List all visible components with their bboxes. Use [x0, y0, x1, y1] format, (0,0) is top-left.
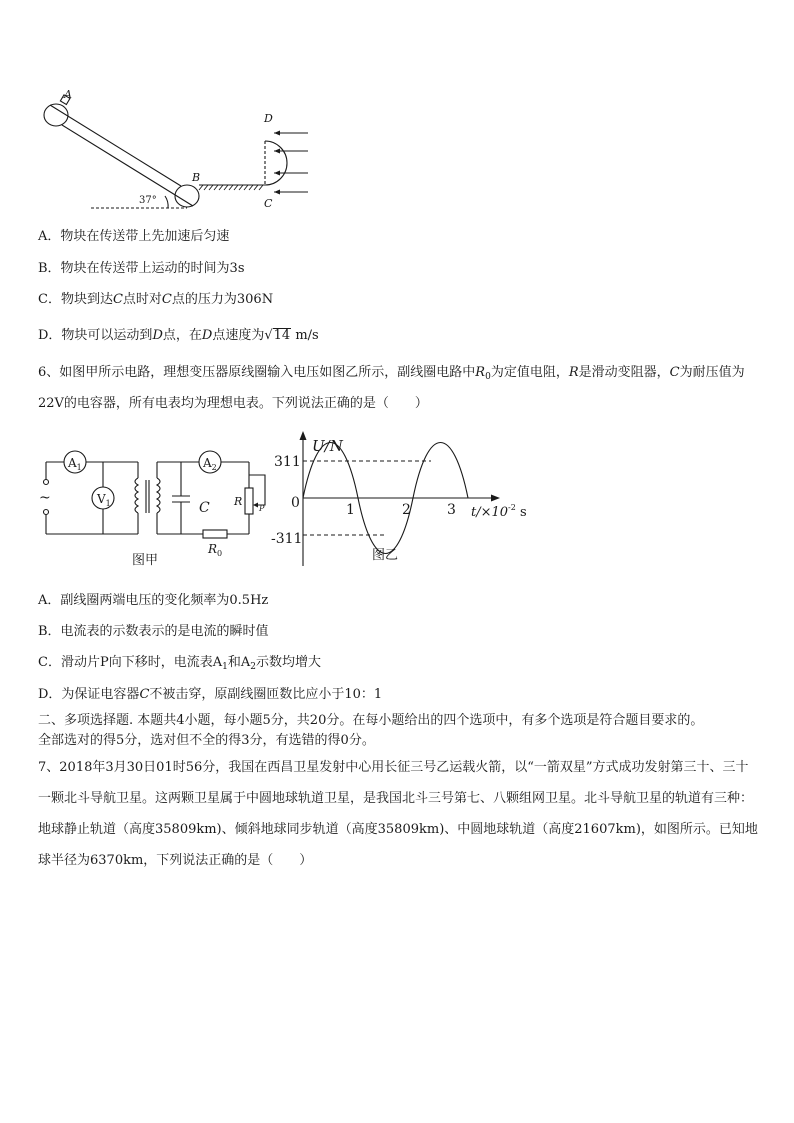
- label-c: C: [264, 197, 273, 210]
- sqrt-sign: √: [264, 328, 273, 343]
- q6-option-a: A．副线圈两端电压的变化频率为0.5Hz: [38, 593, 269, 608]
- x-axis-label: $t/\times 10^{-2}$ s: [471, 503, 527, 520]
- y-tick-min: -311: [271, 531, 303, 547]
- circuit-diagram: [36, 450, 276, 575]
- label-b: B: [192, 171, 201, 184]
- section-2-line-1: 二、多项选择题. 本题共4小题，每小题5分，共20分。在每小题给出的四个选项中，有多个选项是符合题目要求的。: [38, 713, 704, 728]
- capacitor-label: C: [199, 500, 210, 516]
- q5-option-d: D．物块可以运动到D点，在D点速度为√14 m/s: [38, 328, 319, 343]
- y-tick-max: 311: [274, 454, 301, 470]
- q6-stem: 6、如图甲所示电路，理想变压器原线圈输入电压如图乙所示，副线圈电路中$R_0$为定值电阻，R是滑动变阻器，C为耐压值为22V的电容器，所有电表均为理想电表。下列说法正确的是（ ）: [38, 365, 745, 411]
- section-2-line-2: 全部选对的得5分，选对但不全的得3分，有选错的得0分。: [38, 733, 375, 748]
- q5-option-b: B．物块在传送带上运动的时间为3s: [38, 261, 245, 276]
- x-tick-2: 2: [402, 502, 411, 518]
- label-d: D: [264, 112, 273, 125]
- ac-source-symbol: ~: [39, 490, 51, 506]
- q6-option-b: B．电流表的示数表示的是电流的瞬时值: [38, 624, 269, 639]
- ammeter-a2-label: $A_2$: [203, 456, 217, 472]
- label-a: A: [64, 88, 72, 101]
- x-tick-1: 1: [346, 502, 355, 518]
- sqrt-value: 14: [273, 328, 291, 343]
- circuit-caption: 图甲: [132, 553, 159, 568]
- q5-option-a: A．物块在传送带上先加速后匀速: [38, 229, 230, 244]
- r0-label: $R_0$: [208, 542, 223, 558]
- angle-label: 37°: [139, 195, 157, 206]
- voltage-waveform: [266, 426, 536, 571]
- origin-label: 0: [291, 495, 300, 511]
- resistor-label: R: [234, 495, 243, 508]
- x-tick-3: 3: [447, 502, 456, 518]
- q6-option-d: D．为保证电容器C不被击穿，原副线圈匝数比应小于10：1: [38, 687, 383, 702]
- waveform-caption: 图乙: [372, 548, 399, 563]
- ammeter-a1-label: $A_1$: [68, 456, 82, 472]
- voltmeter-v1-label: $V_1$: [97, 492, 111, 508]
- q7-stem: 7、2018年3月30日01时56分，我国在西昌卫星发射中心用长征三号乙运载火箭，以“一箭双星”方式成功发射第三十、三十一颗北斗导航卫星。这两颗卫星属于中圆地球轨道卫星，是我国北斗三号第七、八颗组网卫星。北斗导航卫星的轨道有三种：地球静止轨道（高度35809km)、倾斜地球同步轨道（高度35809km)、中圆地球轨道（高度21607km)，如图所示。已知地球半径为6370km，下列说法正确的是（ ）: [38, 760, 758, 868]
- q5-option-c: C．物块到达C点时对C点的压力为306N: [38, 292, 274, 307]
- y-axis-label: U/N: [312, 437, 343, 455]
- conveyor-figure: [36, 86, 326, 216]
- slider-label: P: [259, 504, 265, 513]
- q6-option-c: C．滑动片P向下移时，电流表$A_1$和$A_2$示数均增大: [38, 655, 321, 672]
